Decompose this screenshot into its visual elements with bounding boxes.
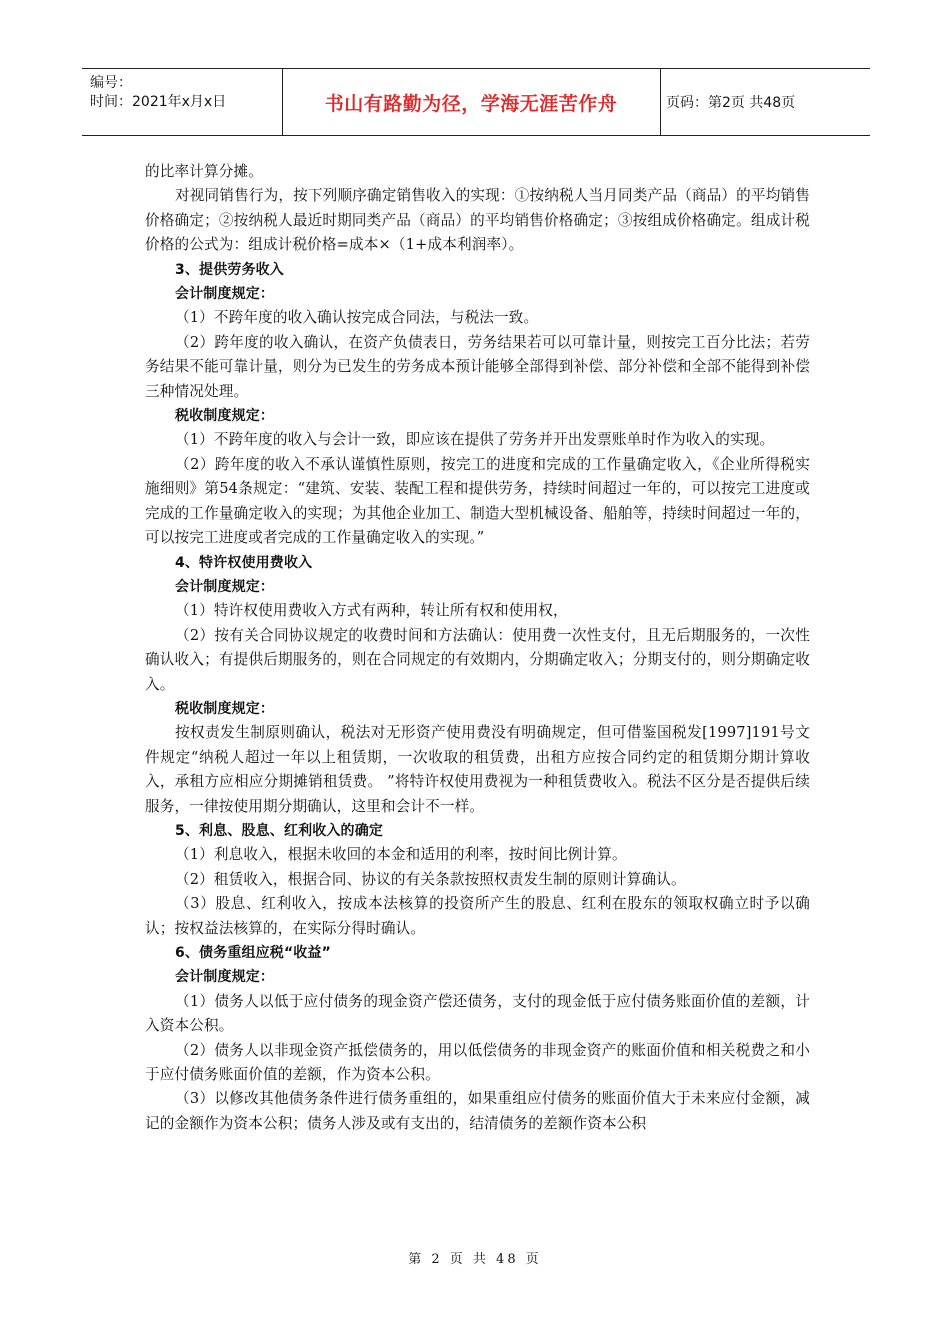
section-heading: 会计制度规定：: [175, 286, 275, 303]
header-meta-cell: [82, 69, 283, 135]
body-paragraph: （2）按有关合同协议规定的收费时间和方法确认：使用费一次性支付，且无后期服务的，一次性确认收入；有提供后期服务的，则在合同规定的有效期内，分期确定收入；分期支付的，则分期确定收入。: [145, 626, 810, 693]
body-paragraph: （1）不跨年度的收入确认按完成合同法，与税法一致。: [175, 309, 539, 327]
body-paragraph: （1）债务人以低于应付债务的现金资产偿还债务，支付的现金低于应付债务账面价值的差额，计入资本公积。: [145, 992, 810, 1035]
document-date-label: 时间：2021年x月x日: [90, 94, 227, 110]
body-paragraph: （1）利息收入，根据未收回的本金和适用的利率，按时间比例计算。: [175, 846, 627, 864]
body-paragraph: （1）不跨年度的收入与会计一致，即应该在提供了劳务并开出发票账单时作为收入的实现。: [175, 431, 775, 449]
document-body: [145, 160, 810, 1136]
body-paragraph: （1）特许权使用费收入方式有两种，转让所有权和使用权，: [175, 602, 568, 620]
section-heading: 5、利息、股息、红利收入的确定: [175, 822, 383, 839]
body-paragraph: 按权责发生制原则确认，税法对无形资产使用费没有明确规定，但可借鉴国税发[1997]191号文件规定“纳税人超过一年以上租赁期，一次收取的租赁费，出租方应按合同约定的租赁期分期计算收入，承租方应相应分期摊销租赁费。 ”将特许权使用费视为一种租赁费收入。税法不区分是否提供后续服务，一律按使用期分期确认，这里和会计不一样。: [145, 724, 810, 815]
section-heading: 会计制度规定：: [175, 969, 275, 986]
body-paragraph: （2）跨年度的收入确认，在资产负债表日，劳务结果若可以可靠计量，则按完工百分比法；若劳务结果不能可靠计量，则分为已发生的劳务成本预计能够全部得到补偿、部分补偿和全部不能得到补偿三种情况处理。: [145, 333, 810, 400]
document-number-label: 编号：: [90, 75, 132, 91]
body-paragraph: （2）跨年度的收入不承认谨慎性原则，按完工的进度和完成的工作量确定收入，《企业所得税实施细则》第54条规定：“建筑、安装、装配工程和提供劳务，持续时间超过一年的，可以按完工进度或完成的工作量确定收入的实现；为其他企业加工、制造大型机械设备、船舶等，持续时间超过一年的，可以按完工进度或者完成的工作量确定收入的实现。”: [145, 455, 810, 547]
section-heading: 4、特许权使用费收入: [175, 554, 313, 571]
section-heading: 税收制度规定：: [175, 700, 275, 717]
body-paragraph: （2）租赁收入，根据合同、协议的有关条款按照权责发生制的原则计算确认。: [175, 870, 686, 888]
header-motto-cell: [282, 69, 661, 135]
header-page-info: 页码：第2页 共48页: [666, 95, 796, 111]
section-heading: 3、提供劳务收入: [175, 261, 284, 278]
body-paragraph: （3）股息、红利收入，按成本法核算的投资所产生的股息、红利在股东的领取权确立时予以确认；按权益法核算的，在实际分得时确认。: [145, 895, 810, 937]
body-paragraph: 对视同销售行为，按下列顺序确定销售收入的实现：①按纳税人当月同类产品（商品）的平均销售价格确定；②按纳税人最近时期同类产品（商品）的平均销售价格确定；③按组成价格确定。组成计税价格的公式为：组成计税价格=成本×（1+成本利润率）。: [145, 187, 810, 254]
body-paragraph: （2）债务人以非现金资产抵偿债务的，用以低偿债务的非现金资产的账面价值和相关税费之和小于应付债务账面价值的差额，作为资本公积。: [145, 1041, 810, 1084]
page-footer: 第 2 页 共 48 页: [408, 1252, 542, 1267]
section-heading: 税收制度规定：: [175, 408, 275, 425]
section-heading: 6、债务重组应税“收益”: [175, 945, 331, 961]
motto-text: 书山有路勤为径，学海无涯苦作舟: [324, 92, 618, 115]
section-heading: 会计制度规定：: [175, 578, 275, 595]
body-paragraph: （3）以修改其他债务条件进行债务重组的，如果重组应付债务的账面价值大于未来应付金额，减记的金额作为资本公积；债务人涉及或有支出的，结清债务的差额作资本公积: [145, 1090, 810, 1132]
body-paragraph: 的比率计算分摊。: [145, 163, 263, 180]
page-header: [82, 68, 870, 136]
